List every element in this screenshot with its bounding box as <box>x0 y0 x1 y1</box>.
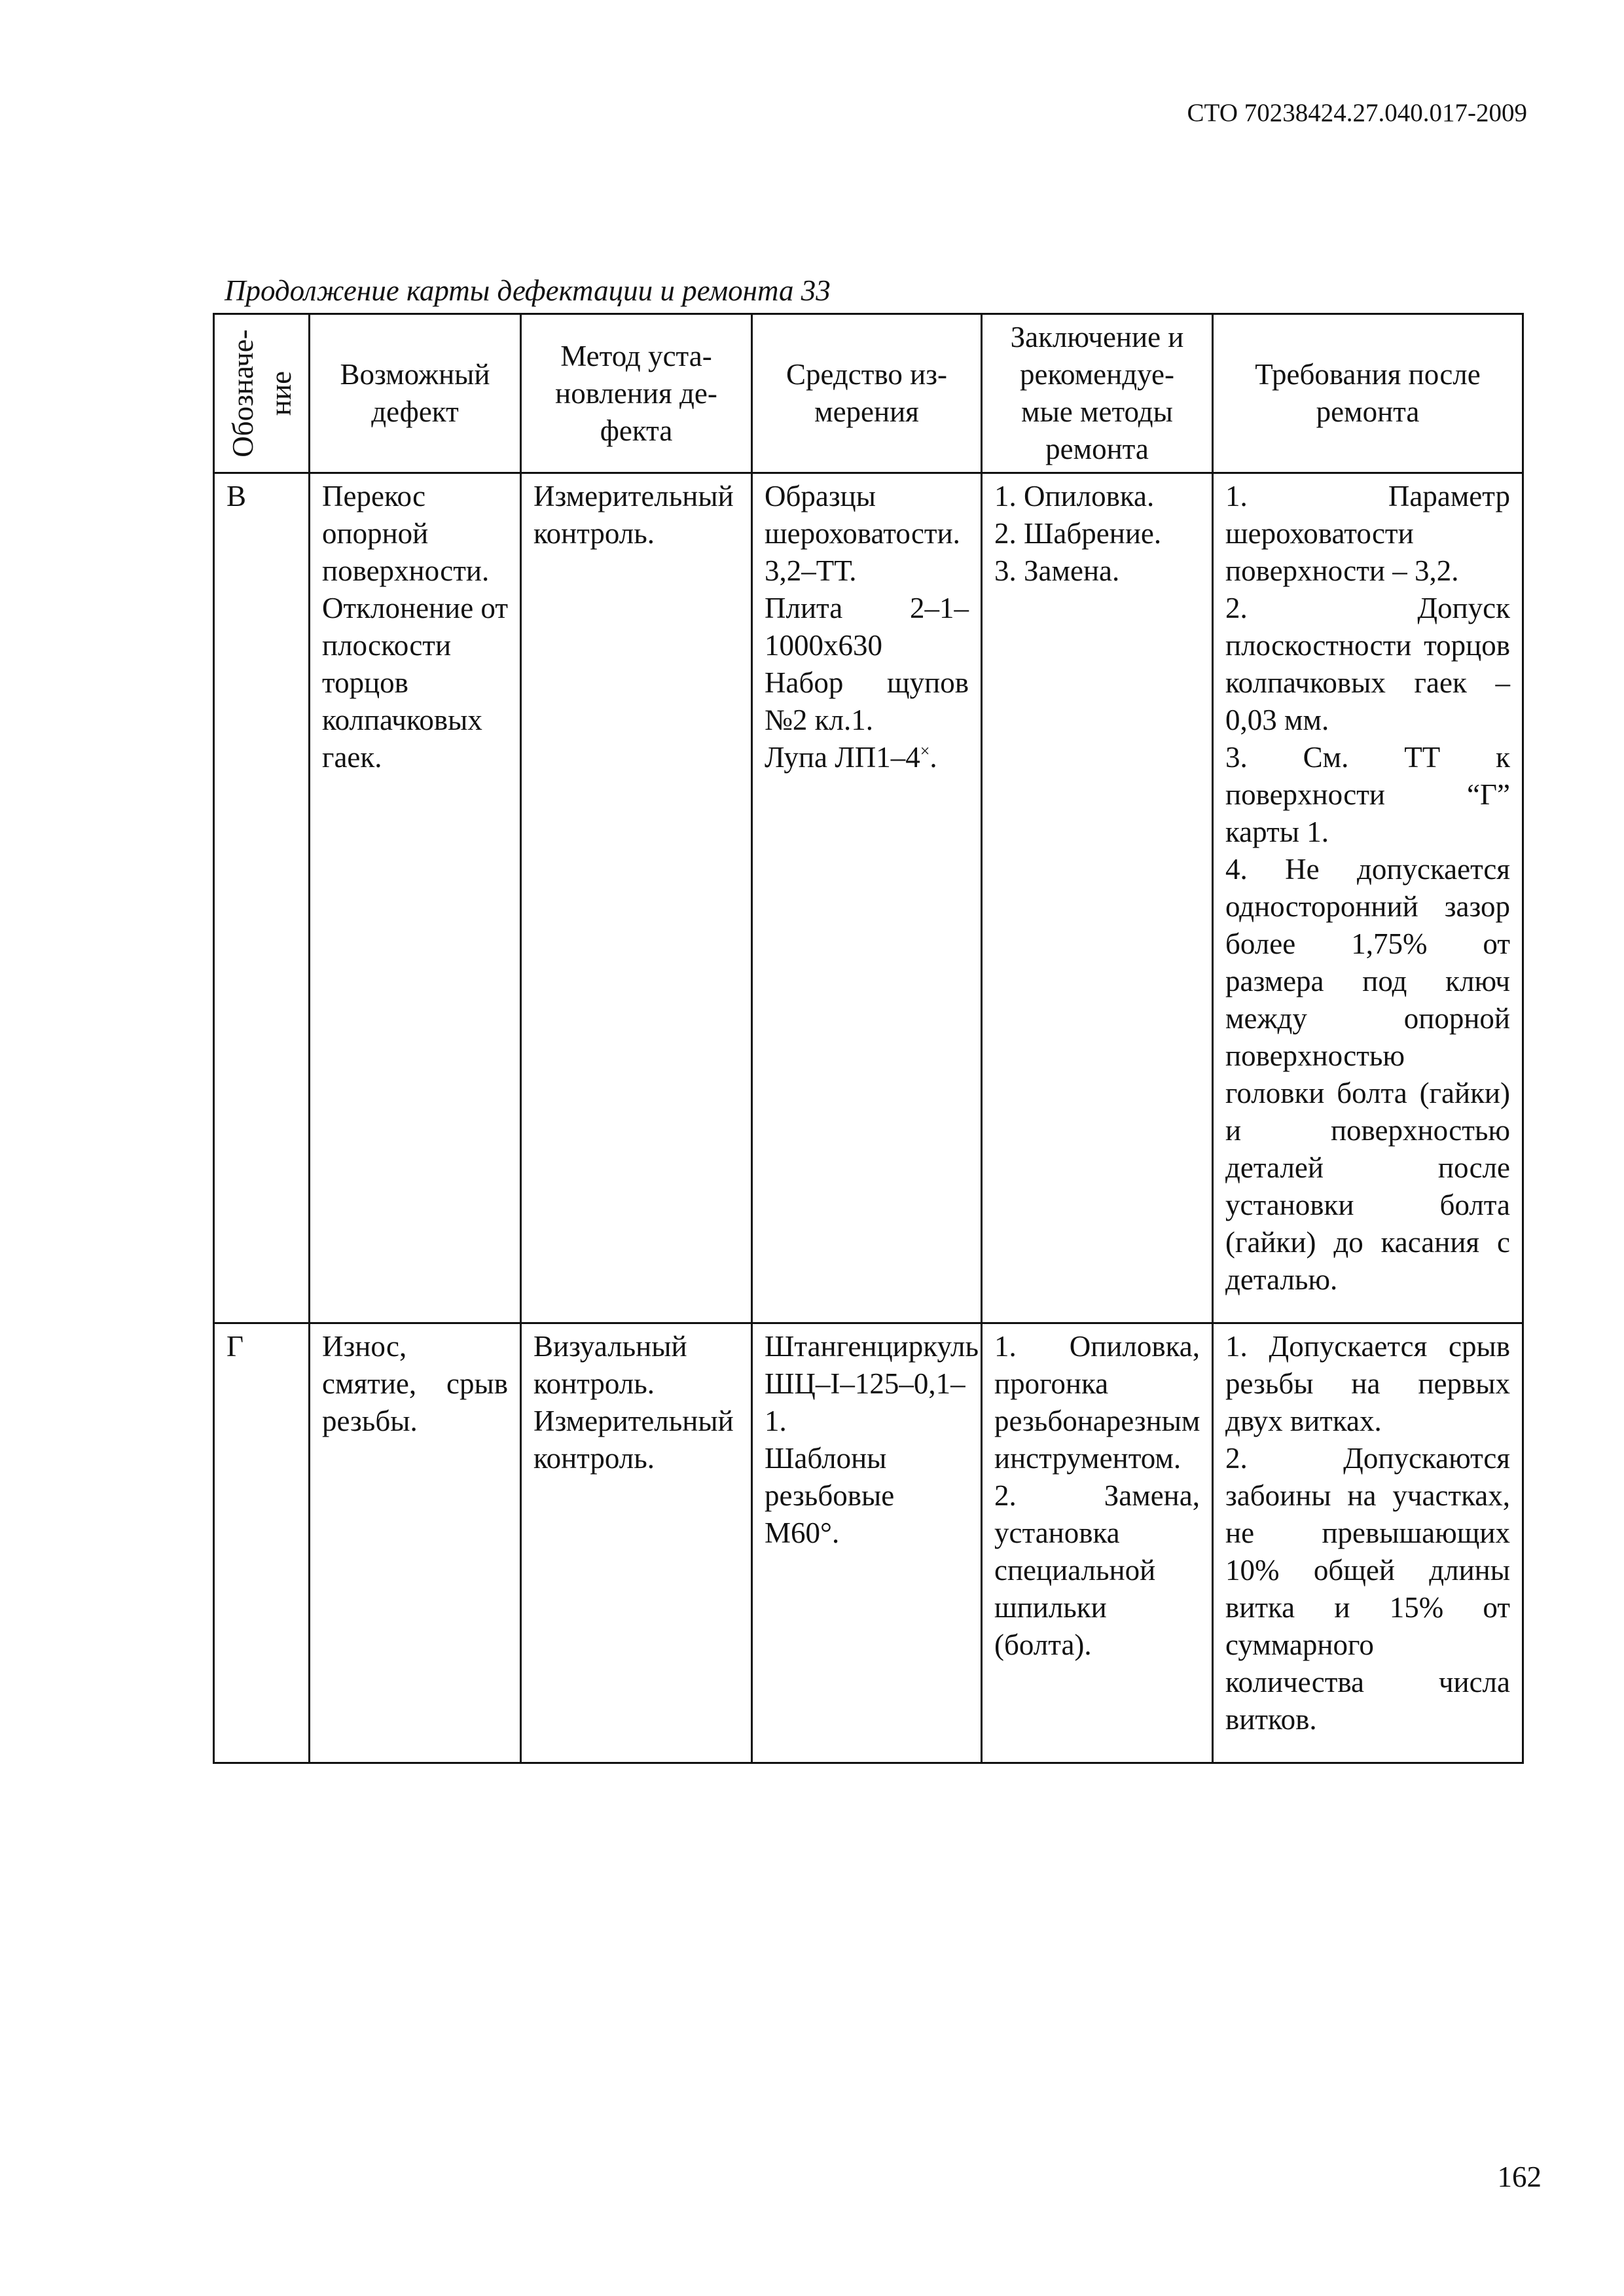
column-header-designation <box>214 314 310 473</box>
means-line <box>765 739 969 776</box>
column-header-designation-text: Обозначе- ние <box>226 329 297 457</box>
means-text: Лупа ЛП1–4 <box>765 741 920 774</box>
cell-method: Измерительный контроль. <box>521 473 752 1323</box>
cell-requirements <box>1213 473 1523 1323</box>
magnification-mark: × <box>920 742 930 761</box>
requirement-item: 4. Не допускается односторонний зазор более 1,75% от размера под ключ между опорной поверхностью головки болта (гайки) и поверхностью деталей после установки болта (гайки) до касания с деталью. <box>1225 853 1510 1296</box>
requirement-item: 2. Допуск плоскостности торцов колпачковых гаек – 0,03 мм. <box>1225 592 1510 736</box>
table-row <box>214 1323 1523 1763</box>
document-code: СТО 70238424.27.040.017-2009 <box>1187 99 1527 127</box>
cell-designation: Г <box>214 1323 310 1763</box>
column-header-designation-label <box>224 329 300 457</box>
repair-item: 3. Замена. <box>994 554 1120 587</box>
repair-item: 2. Замена, установка специальной шпильки (болта). <box>994 1479 1200 1661</box>
column-header-repair: Заключение и рекомендуе- мые методы ремонта <box>982 314 1213 473</box>
requirement-item: 3. См. ТТ к поверхности “Г” карты 1. <box>1225 741 1510 848</box>
table-row <box>214 473 1523 1323</box>
requirement-item: 1. Параметр шероховатости поверхности – 3,2. <box>1225 480 1510 587</box>
cell-defect: Износ, смятие, срыв резьбы. <box>310 1323 521 1763</box>
cell-means <box>752 1323 982 1763</box>
means-line: Плита 2–1–1000х630 <box>765 592 969 662</box>
method-item: Измерительный контроль. <box>533 1405 734 1475</box>
cell-defect: Перекос опорной поверхности. Отклонение от плоскости торцов колпачковых гаек. <box>310 473 521 1323</box>
cell-designation: В <box>214 473 310 1323</box>
column-header-requirements: Требования после ремонта <box>1213 314 1523 473</box>
repair-item: 2. Шабрение. <box>994 517 1162 550</box>
means-tail: . <box>929 741 937 774</box>
column-header-method: Метод уста- новления де- фекта <box>521 314 752 473</box>
column-header-means: Средство из- мерения <box>752 314 982 473</box>
page-number: 162 <box>1497 2161 1542 2193</box>
cell-repair <box>982 1323 1213 1763</box>
means-line: Шаблоны резьбовые М60°. <box>765 1442 895 1549</box>
table-header-row <box>214 314 1523 473</box>
cell-repair <box>982 473 1213 1323</box>
repair-item: 1. Опиловка. <box>994 480 1155 512</box>
means-line: Образцы шероховатости. <box>765 480 960 550</box>
column-header-defect: Возможный дефект <box>310 314 521 473</box>
cell-means <box>752 473 982 1323</box>
means-line: Набор щупов №2 кл.1. <box>765 666 969 736</box>
requirement-item: 1. Допускается срыв резьбы на первых двух витках. <box>1225 1330 1510 1437</box>
requirement-item: 2. Допускаются забоины на участках, не превышающих 10% общей длины витка и 15% от суммарного количества числа витков. <box>1225 1442 1510 1736</box>
table-caption: Продолжение карты дефектации и ремонта 33 <box>225 274 831 307</box>
means-line: Штангенциркуль ШЦ–I–125–0,1–1. <box>765 1330 979 1437</box>
means-line: 3,2–ТТ. <box>765 554 857 587</box>
defect-repair-table <box>213 313 1524 1764</box>
cell-method <box>521 1323 752 1763</box>
cell-requirements <box>1213 1323 1523 1763</box>
method-item: Визуальный контроль. <box>533 1330 687 1400</box>
repair-item: 1. Опиловка, прогонка резьбонарезным инструментом. <box>994 1330 1200 1475</box>
